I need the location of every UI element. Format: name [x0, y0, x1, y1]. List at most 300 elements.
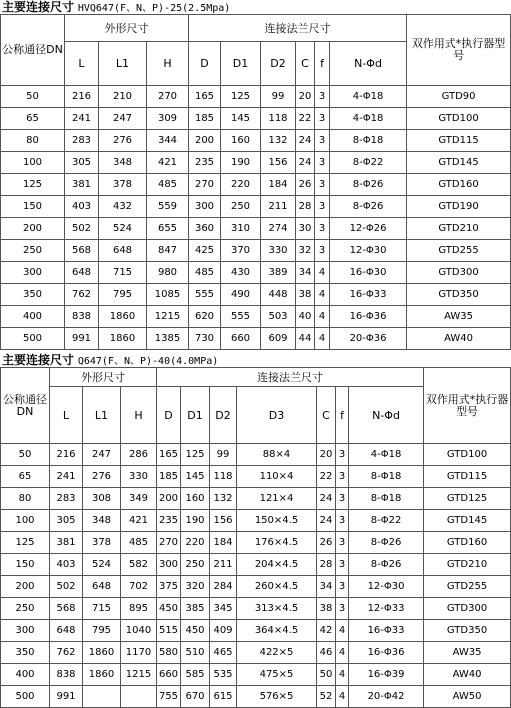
table-cell: 46 [317, 642, 336, 664]
table-cell: 88×4 [237, 444, 317, 466]
table-cell: 348 [83, 510, 121, 532]
table-cell: 510 [181, 642, 210, 664]
col-header: D1 [181, 387, 210, 444]
table-cell: 241 [50, 466, 83, 488]
table-cell: 250 [1, 240, 65, 262]
table-cell: 330 [121, 466, 157, 488]
table-cell: GTD160 [407, 174, 511, 196]
table-row [1, 510, 511, 532]
table-cell: 165 [189, 86, 221, 108]
table-row [1, 488, 511, 510]
outline-dimensions-header: 外形尺寸 [50, 368, 157, 387]
table-cell: 200 [1, 576, 50, 598]
col-header: C [296, 42, 315, 86]
table-cell: 8-Φ26 [330, 196, 407, 218]
table-cell: 241 [65, 108, 99, 130]
table-cell: 485 [147, 174, 189, 196]
col-header: L1 [99, 42, 147, 86]
table-cell: 4-Φ18 [349, 444, 424, 466]
table-cell: 364×4.5 [237, 620, 317, 642]
table-cell: 450 [181, 620, 210, 642]
table-cell: 3 [315, 108, 330, 130]
table-cell: 500 [1, 686, 50, 708]
table-cell: 670 [181, 686, 210, 708]
table-cell: 400 [1, 664, 50, 686]
table-cell: 3 [315, 152, 330, 174]
table-cell: 360 [189, 218, 221, 240]
table1-title: 主要连接尺寸 HVQ647(F、N、P)-25(2.5Mpa) [2, 0, 231, 14]
table-cell: 26 [296, 174, 315, 196]
table-cell: 211 [210, 554, 237, 576]
table-cell: 50 [1, 86, 65, 108]
table-cell: 80 [1, 488, 50, 510]
table-cell: GTD100 [424, 444, 511, 466]
table-cell: 4-Φ18 [330, 86, 407, 108]
table-row [1, 152, 511, 174]
table-cell: 702 [121, 576, 157, 598]
table-cell: 500 [1, 328, 65, 350]
table-cell: 585 [181, 664, 210, 686]
table-cell: 99 [210, 444, 237, 466]
table-cell: 184 [210, 532, 237, 554]
table-cell: 185 [157, 466, 181, 488]
table-cell: 118 [261, 108, 296, 130]
table-cell: 200 [1, 218, 65, 240]
table-cell: 38 [296, 284, 315, 306]
col-header: L [65, 42, 99, 86]
table-cell: 160 [181, 488, 210, 510]
table-cell: 3 [315, 240, 330, 262]
table-cell: 235 [189, 152, 221, 174]
table-cell: GTD255 [407, 240, 511, 262]
table-cell: 1860 [99, 306, 147, 328]
table-cell: 660 [221, 328, 261, 350]
table-cell: 403 [50, 554, 83, 576]
table-row [1, 130, 511, 152]
table-cell: 370 [221, 240, 261, 262]
table-row [1, 664, 511, 686]
table-cell: 283 [50, 488, 83, 510]
table-cell: 3 [336, 510, 349, 532]
table-cell: 991 [65, 328, 99, 350]
table-cell: 216 [65, 86, 99, 108]
table-cell: 150×4.5 [237, 510, 317, 532]
table-cell: 8-Φ26 [330, 174, 407, 196]
table-row [1, 108, 511, 130]
table-cell: 276 [83, 466, 121, 488]
table-cell: 211 [261, 196, 296, 218]
table-cell: 762 [65, 284, 99, 306]
table-row [1, 598, 511, 620]
table-cell: 1385 [147, 328, 189, 350]
table-cell: 250 [181, 554, 210, 576]
table-cell: 185 [189, 108, 221, 130]
table-cell: 1860 [99, 328, 147, 350]
table-cell: 350 [1, 284, 65, 306]
table-row [1, 306, 511, 328]
table-cell: 648 [99, 240, 147, 262]
table-cell: 715 [83, 598, 121, 620]
table-cell: 730 [189, 328, 221, 350]
table-cell: 3 [336, 554, 349, 576]
table-cell: 8-Φ18 [330, 130, 407, 152]
table-cell: 270 [189, 174, 221, 196]
table-cell: 270 [157, 532, 181, 554]
table-cell: 247 [99, 108, 147, 130]
table-cell: 485 [121, 532, 157, 554]
table-cell: 1860 [83, 642, 121, 664]
table-cell: 156 [210, 510, 237, 532]
table-row [1, 86, 511, 108]
table-cell: 44 [296, 328, 315, 350]
table-cell: 524 [83, 554, 121, 576]
table-cell: 8-Φ26 [349, 532, 424, 554]
table-cell: 4 [336, 664, 349, 686]
table-cell: 660 [157, 664, 181, 686]
table-cell: 991 [50, 686, 83, 708]
table-cell: 20 [317, 444, 336, 466]
table-cell: 400 [1, 306, 65, 328]
table-row [1, 642, 511, 664]
table-cell: 1040 [121, 620, 157, 642]
table-cell: GTD300 [424, 598, 511, 620]
table-cell: 150 [1, 196, 65, 218]
table-cell: AW35 [407, 306, 511, 328]
table-cell: 4-Φ18 [330, 108, 407, 130]
col-header: H [147, 42, 189, 86]
table-cell [83, 686, 121, 708]
table-cell: 485 [189, 262, 221, 284]
table-cell: 4 [315, 306, 330, 328]
table-cell: 609 [261, 328, 296, 350]
table-cell: 305 [50, 510, 83, 532]
table-cell: 3 [315, 130, 330, 152]
col-header: L1 [83, 387, 121, 444]
table-cell: 615 [210, 686, 237, 708]
table-cell: 300 [1, 262, 65, 284]
table-cell: 502 [50, 576, 83, 598]
table-cell: 620 [189, 306, 221, 328]
table-cell: 16-Φ33 [330, 284, 407, 306]
table-cell: 1215 [147, 306, 189, 328]
table-cell: 12-Φ33 [349, 598, 424, 620]
table-cell: 274 [261, 218, 296, 240]
table-cell: 8-Φ26 [349, 554, 424, 576]
table-cell: 3 [336, 488, 349, 510]
table-cell: 145 [221, 108, 261, 130]
table-cell: GTD350 [424, 620, 511, 642]
table-cell: 125 [1, 532, 50, 554]
table-cell: 100 [1, 510, 50, 532]
table-cell: 980 [147, 262, 189, 284]
table-cell: 421 [147, 152, 189, 174]
table-row [1, 686, 511, 708]
table-cell: 22 [296, 108, 315, 130]
table-cell: 1215 [121, 664, 157, 686]
table-cell: 50 [1, 444, 50, 466]
table-cell: GTD300 [407, 262, 511, 284]
table-cell: 3 [336, 598, 349, 620]
table-cell: GTD210 [407, 218, 511, 240]
table-cell: 270 [147, 86, 189, 108]
table-cell: 4 [315, 262, 330, 284]
dn-header: 公称通径DN [1, 15, 65, 86]
table-cell: 4 [315, 284, 330, 306]
table-row [1, 532, 511, 554]
table-cell: 308 [83, 488, 121, 510]
table-cell: 165 [157, 444, 181, 466]
col-header: D2 [261, 42, 296, 86]
outline-dimensions-header: 外形尺寸 [65, 15, 189, 42]
col-header: H [121, 387, 157, 444]
table-cell: 42 [317, 620, 336, 642]
table-cell: 430 [221, 262, 261, 284]
table-cell [121, 686, 157, 708]
table-cell: 465 [210, 642, 237, 664]
table-row [1, 554, 511, 576]
table-cell: 582 [121, 554, 157, 576]
table-cell: 3 [315, 218, 330, 240]
table-cell: 345 [210, 598, 237, 620]
table-cell: 755 [157, 686, 181, 708]
col-header: N-Φd [349, 387, 424, 444]
table-cell: 535 [210, 664, 237, 686]
table-cell: 216 [50, 444, 83, 466]
table-cell: 150 [1, 554, 50, 576]
table-cell: 20 [296, 86, 315, 108]
table-cell: 576×5 [237, 686, 317, 708]
table-row [1, 218, 511, 240]
table-cell: 3 [336, 444, 349, 466]
table-cell: 648 [83, 576, 121, 598]
table-cell: 32 [296, 240, 315, 262]
table-cell: GTD255 [424, 576, 511, 598]
table-cell: 156 [261, 152, 296, 174]
table-cell: 24 [317, 488, 336, 510]
table-cell: AW50 [424, 686, 511, 708]
table-row [1, 466, 511, 488]
table-cell: GTD210 [424, 554, 511, 576]
table-cell: 34 [317, 576, 336, 598]
table-cell: 381 [65, 174, 99, 196]
table-row [1, 328, 511, 350]
table-cell: 8-Φ22 [349, 510, 424, 532]
table-cell: GTD190 [407, 196, 511, 218]
col-header: f [336, 387, 349, 444]
table-cell: 1085 [147, 284, 189, 306]
table-cell: 40 [296, 306, 315, 328]
flange-dimensions-header: 连接法兰尺寸 [189, 15, 407, 42]
col-header: D [157, 387, 181, 444]
table-cell: 16-Φ39 [349, 664, 424, 686]
table-cell: 145 [181, 466, 210, 488]
table-cell: GTD350 [407, 284, 511, 306]
table-cell: 403 [65, 196, 99, 218]
table-cell: 12-Φ26 [330, 218, 407, 240]
table-cell: 555 [189, 284, 221, 306]
table-cell: 421 [121, 510, 157, 532]
table-cell: 250 [221, 196, 261, 218]
table-cell: 3 [315, 196, 330, 218]
table-cell: 20-Φ36 [330, 328, 407, 350]
table-cell: 350 [1, 642, 50, 664]
table-cell: 28 [317, 554, 336, 576]
col-header: D3 [237, 387, 317, 444]
table-cell: 524 [99, 218, 147, 240]
table-cell: 305 [65, 152, 99, 174]
table-cell: 4 [336, 642, 349, 664]
col-header: D1 [221, 42, 261, 86]
table-cell: 795 [83, 620, 121, 642]
table-cell: 502 [65, 218, 99, 240]
table-cell: 3 [315, 174, 330, 196]
table-cell: 284 [210, 576, 237, 598]
table-cell: 24 [317, 510, 336, 532]
table-cell: 260×4.5 [237, 576, 317, 598]
table-cell: 847 [147, 240, 189, 262]
table-cell: 247 [83, 444, 121, 466]
table-cell: 389 [261, 262, 296, 284]
table-cell: 100 [1, 152, 65, 174]
table-cell: 409 [210, 620, 237, 642]
table-cell: AW40 [407, 328, 511, 350]
table-cell: 200 [189, 130, 221, 152]
table-cell: AW40 [424, 664, 511, 686]
table-cell: AW35 [424, 642, 511, 664]
table-cell: 38 [317, 598, 336, 620]
table-cell: 26 [317, 532, 336, 554]
table-cell: 190 [181, 510, 210, 532]
table-cell: 450 [157, 598, 181, 620]
table-cell: 381 [50, 532, 83, 554]
table-cell: 34 [296, 262, 315, 284]
table-cell: 3 [336, 532, 349, 554]
col-header: N-Φd [330, 42, 407, 86]
table-cell: 1860 [83, 664, 121, 686]
table-cell: 220 [221, 174, 261, 196]
dn-header: 公称通径DN [1, 368, 50, 444]
table-row [1, 284, 511, 306]
table-cell: GTD160 [424, 532, 511, 554]
table-cell: 4 [315, 328, 330, 350]
table-cell: 432 [99, 196, 147, 218]
table-cell: 121×4 [237, 488, 317, 510]
table-cell: 300 [189, 196, 221, 218]
table-cell: 12-Φ30 [349, 576, 424, 598]
table-cell: 286 [121, 444, 157, 466]
table-cell: 559 [147, 196, 189, 218]
table-row [1, 240, 511, 262]
table-cell: 580 [157, 642, 181, 664]
table-cell: 648 [65, 262, 99, 284]
table-cell: 160 [221, 130, 261, 152]
table-cell: 568 [50, 598, 83, 620]
table-cell: 125 [181, 444, 210, 466]
dimensions-table-25 [0, 14, 511, 350]
table-cell: 348 [99, 152, 147, 174]
table-cell: 515 [157, 620, 181, 642]
table-cell: 300 [1, 620, 50, 642]
col-header: D2 [210, 387, 237, 444]
table-cell: 795 [99, 284, 147, 306]
table-cell: GTD115 [407, 130, 511, 152]
table-cell: 655 [147, 218, 189, 240]
table-cell: 276 [99, 130, 147, 152]
col-header: f [315, 42, 330, 86]
table-cell: 1170 [121, 642, 157, 664]
table-row [1, 196, 511, 218]
table-cell: 378 [99, 174, 147, 196]
table-cell: 385 [181, 598, 210, 620]
table-cell: 28 [296, 196, 315, 218]
table-cell: 490 [221, 284, 261, 306]
table-cell: 8-Φ22 [330, 152, 407, 174]
table-cell: 110×4 [237, 466, 317, 488]
table-cell: 190 [221, 152, 261, 174]
table-cell: 838 [50, 664, 83, 686]
col-header: D [189, 42, 221, 86]
table-cell: 425 [189, 240, 221, 262]
table-row [1, 620, 511, 642]
table-cell: 184 [261, 174, 296, 196]
table-cell: 8-Φ18 [349, 488, 424, 510]
table-cell: 448 [261, 284, 296, 306]
table-cell: 648 [50, 620, 83, 642]
table-cell: 24 [296, 130, 315, 152]
table-cell: 344 [147, 130, 189, 152]
table-cell: 4 [336, 686, 349, 708]
table-cell: 349 [121, 488, 157, 510]
table-cell: 125 [221, 86, 261, 108]
table-cell: 715 [99, 262, 147, 284]
table-cell: 568 [65, 240, 99, 262]
dimensions-table-40 [0, 367, 511, 708]
actuator-model-header: 双作用式*执行器型号 [424, 368, 511, 444]
table-cell: 65 [1, 108, 65, 130]
table-row [1, 262, 511, 284]
table-cell: 762 [50, 642, 83, 664]
table-cell: 330 [261, 240, 296, 262]
table-row [1, 444, 511, 466]
table-cell: 50 [317, 664, 336, 686]
table-cell: 309 [147, 108, 189, 130]
table-cell: 422×5 [237, 642, 317, 664]
table-cell: 378 [83, 532, 121, 554]
table-cell: 210 [99, 86, 147, 108]
table-cell: 313×4.5 [237, 598, 317, 620]
flange-dimensions-header: 连接法兰尺寸 [157, 368, 424, 387]
table-cell: 132 [210, 488, 237, 510]
table-cell: 235 [157, 510, 181, 532]
table-cell: 475×5 [237, 664, 317, 686]
table-cell: GTD145 [407, 152, 511, 174]
table-cell: 30 [296, 218, 315, 240]
table-cell: 4 [336, 620, 349, 642]
table-cell: GTD100 [407, 108, 511, 130]
table-cell: 132 [261, 130, 296, 152]
table-cell: 250 [1, 598, 50, 620]
actuator-model-header: 双作用式*执行器型号 [407, 15, 511, 86]
table-cell: 220 [181, 532, 210, 554]
table-cell: 300 [157, 554, 181, 576]
table-cell: 838 [65, 306, 99, 328]
table-cell: 16-Φ36 [349, 642, 424, 664]
table-cell: 16-Φ36 [330, 306, 407, 328]
table-cell: 895 [121, 598, 157, 620]
table-cell: 8-Φ18 [349, 466, 424, 488]
table-cell: 320 [181, 576, 210, 598]
table-cell: 3 [336, 466, 349, 488]
